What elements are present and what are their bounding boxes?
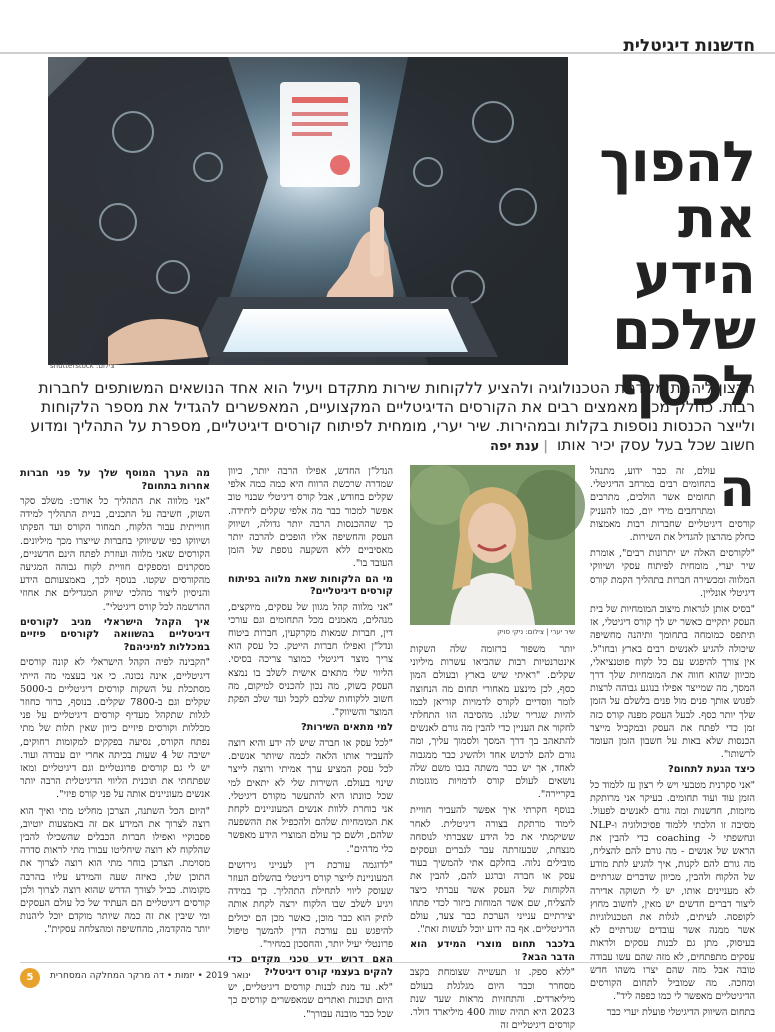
paragraph: בתחום השיווק הדיגיטלי פועלת יערי כבר — [606, 1007, 755, 1019]
paragraph: "לכל עסק או חברה שיש לה ידע והיא רוצה להעביר אותו הלאה לכמה שיותר אנשים. לכל עסק המציע ערך אמיתי ורוצה לייצר שינוי בעולם. השירות שלי לא יתאים למי שכל כוונתו היא להתעשר מקורס דיגיטלי. אני בוחרת ללוות אנשים המעוניינים לקחת את המומחיות שלהם ולהכפיל את ההשפעה שלהם, ולשם כך עולם המוצרי הידע מאפשר כלי מדהים". — [228, 737, 393, 855]
headline — [555, 130, 755, 419]
paragraph: הנדל"ן החדש, אפילו הרבה יותר, כיוון שמדרה שרכשת הרווח היא כמה כמה אלפי שקלים בחודש, אבל קורס דיגיטלי שבנוי טוב אפשר למכור כבר מה אלפי שקלים ליחידה. כך שההכנסות הרבה יותר גדולה, ושיווק העסק והחשיפה אליו הופכים להרבה יותר מאסיביים ללא השקעה נוספת של הזמן העובד בו". — [228, 466, 393, 570]
portrait-photo — [410, 465, 575, 625]
section-label: חדשנות דיגיטלית — [623, 36, 755, 56]
author-name: ענת יפה — [490, 439, 540, 454]
photo-credit: צילום: shutterstock — [50, 362, 115, 370]
footer-text: ינואר 2019 • יזמות • דה מרקר המחלקה המסחרית — [50, 971, 251, 981]
article-column-1 — [590, 459, 755, 1019]
paragraph: "לקורסים האלה יש יתרונות רבים", אומרת שיר יערי, מומחית לפיתוח עסקי ושיווקי המלווה ומכשירה חברות בתהליך הקמת קורס דיגיטלי אונליין. — [590, 548, 755, 599]
lead-text: הרצון ליהנות מקדמת הטכנולוגיה ולהציע ללקוחות שירות מתקדם ויעיל הוא אחד הנושאים המשותפים לחברות רבות. כחלק מכך מאמצים רבים את הקורסים הדיגיטליים המקצועיים, המאפשרים להגדיל את מספר הלקוחות ולייצר הכנסות נוספות בקלות ובמהירות. שיר יערי, מומחית לפיתוח קורסים דיגיטליים, מספרת על התהליך ומדוע חשוב שכל בעל עסק יכיר אותו — [30, 379, 755, 454]
article-column-4 — [20, 465, 210, 950]
question-heading: מה הערך המוסף שלך על פני חברות אחרות בתחום? — [20, 468, 210, 492]
portrait-credit: שיר יערי | צילום: ניקי סויק — [497, 628, 575, 636]
paragraph: "ללא ספק. זו תעשייה שצומחת בקצב מסחרר וכבר היום מגלגלת בעולם מיליארדים. והתחזיות מראות שעד שנת 2023 היא תהיה שווה 400 מיליארד דולר. קורסים דיגיטליים זה — [410, 967, 575, 1032]
paragraph: "אני סקרנית מטבעי ויש לי רצון עז ללמוד כל הזמן עוד ועוד תחומים. בעיקר אני מרותקת מיזמות, חדשנות ומה גורם לאנשים לפעול. מסיבה זו הלכתי ללמוד פסיכולוגיה ו-NLP ונחשפתי ל- coaching כדי להבין את הראש של אנשים - מה גורם להם להצליח, מה גורם להם לקנות, איך להגיע לתת מודע של הלקוח ולהבין, מכיוון שדברים שגרתיים לא מעניינים אותו, יש לי תשוקה אדירה ליצור דברים חדשים יש מאין, לחשוב מחוץ לקופסה. לעיתים, לגלות את הטכנולוגיות אשר ממנה אשר עובדים שגרתיים לא בעיסוק, מתן גם לבנות עסקים ולראות עסקים מתפתחים, לא מזה שהם עשו עבודה טובה אבל מזה שהם יצרו משהו חדש ומחכה. מה שמוביל לתחום הקורסים הדיגיטליים מאפשר לי כמו כפפה ליד". — [590, 779, 755, 1003]
paragraph: "לדוגמה עורכת דין לענייני גירושים המעוניינת לייצר קורס דיגיטלי בהשלום העוזר שעוסק ליווי לתחילת התהליך. כך במידה ויגיע לשלב שבו הלקוח ירצה לקחת אותה לתיק הוא כבר מוכן, כאשר מכן הם יכולים להיפגש עם עורכת הדין להמשך טיפול פרונטלי יעיל יותר, והחסכון במחיר". — [228, 859, 393, 950]
question-heading: למי מתאים השירות? — [300, 722, 393, 734]
question-heading: כיצד הגעת לתחום? — [668, 764, 755, 776]
question-heading: בלכבר תחום מוצרי המידע הוא הדבר הבא? — [410, 939, 575, 963]
headline-line: להפוך — [599, 130, 755, 195]
lead-paragraph — [20, 379, 755, 456]
question-heading: איך הקהל הישראלי מגיב לקורסים דיגיטליים בהשוואה לקורסים פיזיים במכללות למיניהם? — [20, 616, 210, 653]
paragraph: "הקבינה לפיה הקהל הישראלי לא קונה קורסים דיגיטליים, אינה נכונה. כי אני בעצמי מה הייתי מסתכלת על השקות קורסים דיגיטליים ב-5000 שקלים וגם ב-7800 שקלים. בנוסף, ברור כחוזר לגלות שתקהל מעדיף קורסים דיגיטליים על פני מכללות וקורסים פיזיים כיוון שאין תלות של מתי נפתח הקורס, נסיעה בפקקים למקומות רחוקים, ישיבה של 4 שעות בכיתה אחרי יום עבודה ועוד. יש לי גם קורסים פרונטליים וגם דיגיטליים ומאז שפתחתי את תוכנית הליווי הדיגיטלית הרבה יותר אנשים מעוניינים אותה על פני קורס פיזי". — [20, 657, 210, 801]
paragraph: "לא. עד מנת לבנות קורסים דיגיטליים, יש היום תוכנות ואתרים שמאפשרים קורסים כך שכל כבר מובנה עבורך". — [228, 982, 393, 1020]
paragraph: "אני מלווה את התהליך כל אורכו: משלב סקר השוק, חשיבה על התכנים, בניית התהליך למידה חווייתית עבור הלקוח, תמחור הקורס ועד הפקתו ושיווקו כפי ששיווקי בחברות שייצרו מכך מיליונים. הקורסים שאני מלווה ועוזרת לפתח הינם חדשניים, מסקרנים ומספקים חוויית לקוח גבוהה המגיעה מהקורסים שקטו. בנוסף לכך, באמצעותם הידע והניסיון ליצור מהלכי שיווק המגדילים את אחוזי ההרשמה לכל קורס דיגיטלי". — [20, 496, 210, 613]
headline-line: את הידע — [633, 186, 755, 307]
question-heading: מי הם הלקוחות שאת מלווה בפיתוח קורסים דיגיטליים? — [228, 573, 393, 598]
article-column-3 — [228, 465, 393, 1020]
paragraph: "בסיס אותן לגראות מיצוב המומחיות של בית העסק יתקיים כאשר יש לך קורס דיגיטלי, אז תיתפס כמומחה בתחומך ותיהנה מחשיפה שיכולה להגיע לאנשים רבים בארץ ובחו"ל. אין צורך להיפגש עם כל לקוח פוטנציאלי, מכיוון שהוא חווה את המומחיות שלך דרך המסך, מה שמייצר אפילו בנוגע גבוהה לרצות לפגוש אותך פנים מול פנים בלשלם על הזמן שלך יותר כסף. לבעל העסק מפנה קורס כזה זמן כדי לפתח את העסק ובמקביל מייצר הכנסות שלא באות על חשבון הזמן העומד לרשותו". — [590, 604, 755, 761]
article-column-2 — [410, 643, 575, 1032]
portrait-illustration — [410, 465, 575, 625]
paragraph: בנוסף חקרתי איך אפשר להעביר חוויית לימוד מרתקת בצורה דיגיטלית. לאחר ששיקמתי את כל הידע שצברתי לנוסחה מנצחת, שבעזרתה עבר לגברים ועסקים מובילים נלוה. בחלקם אתי להמשיך בעוד עסק או חברה וברגע להם, להבין את הלקוחות של העסק אשר עברתי כיצד להצליח, שם אשר המוחות ביזור לכדי פתחו יצירתיים ענייני הערכת כבר צעד, עולם הדיגיטליים. אף בה ידוע יוכל לעשות זאת". — [410, 805, 575, 936]
drop-cap: ה — [719, 459, 755, 519]
top-rule — [0, 52, 775, 54]
paragraph: "אני מלווה קהל מגוון של עסקים, מיוקצים, מנהלים, מאמנים מכל התחומים וגם עורכי דין, חברות שמאות מקרקעין, חברות ביטוח ונדל"ן ואפילו חברות הייטק. כל עסק הוא צריך מוצר דיגיטלי כמוצר צריכה בסיסי. הליווי שלי מתאים אישית לשלב בו נמצא העסק בשוק, מה נכון להכניס למיקום, מה חשוב ללקוחות שלכם לקבל ועד שלב הפקת המוצר והשיווק". — [228, 601, 393, 719]
page-footer — [20, 962, 755, 990]
paragraph: יותר משפור ברזומה שלה השקות אינטרנטיות רבות שהביאו עשרות מיליוני שקלים. "ראיתי שיש בארץ ובעולם המון כסף, לכן מינצע מאחורי תחום מה הנחוצה לומר ווסדיים לקורס לדמויות קוריאן לכמו להיות שגריר שלנו. מהסיבה הזו התחלתי לחקור את העניין כדי להבין מה גורם לאנשים להתאהב בך דרך המסך ולסמוך עליך, ומה גורם להם לרכוש אחד ולהשיג כבר ממגבוה לאחד, אך יש כבר משתה בגבו משם שלה נושאים לעולם קורס לדמויות מוגזמות בקריירה". — [410, 644, 575, 801]
hero-image — [48, 57, 568, 365]
headline-line: לכסף — [617, 354, 755, 419]
page-number: 5 — [20, 968, 40, 988]
question-heading: האם דרוש ידע טכני מקדים כדי להקים בעצמי קורס דיגיטלי? — [228, 954, 393, 978]
hero-illustration — [48, 57, 568, 365]
paragraph: "היום הכל השתנה, הצרכן מחליט מתי ואיך הוא רוצה לצרוך את המידע אם זה באמצעות יוטיוב, פסבוקיי ואפילו חברות הכבלים שהשכילו להבין שהלקוח לא רוצה שיחליטו עבורו מתי לראות סדרה מסוימת. הצרכן בוחר מתי הוא רוצה לצרוך את התוכן שלו, כאיזה שעה והמידע עליו בהרבה מקומות. כביל לצורך הדרש שהוא רוצה לצרוך ולכן קורסים דיגיטליים הם העתיד של כל עולם העסקים ומי שיבין את זה כמה שיותר מוקדם יוכל ליהנות יותר מהקדמה, מהחשיפה ומהצלחה עסקית". — [20, 805, 210, 936]
paragraph: עולם, זה כבר ידוע, מתנהל בתחומים רבים במרחב הדיגיטלי. תחומים אשר הולכים, מתרבים ומתרחבים מידי יום, כמו להעניק קורסים דיגיטליים שחברות רבות מאמצות כחלק מהרצון להגדיל את השירות. — [590, 466, 755, 544]
byline: |ענת יפה — [490, 439, 549, 454]
headline-line: שלכם — [611, 298, 755, 363]
